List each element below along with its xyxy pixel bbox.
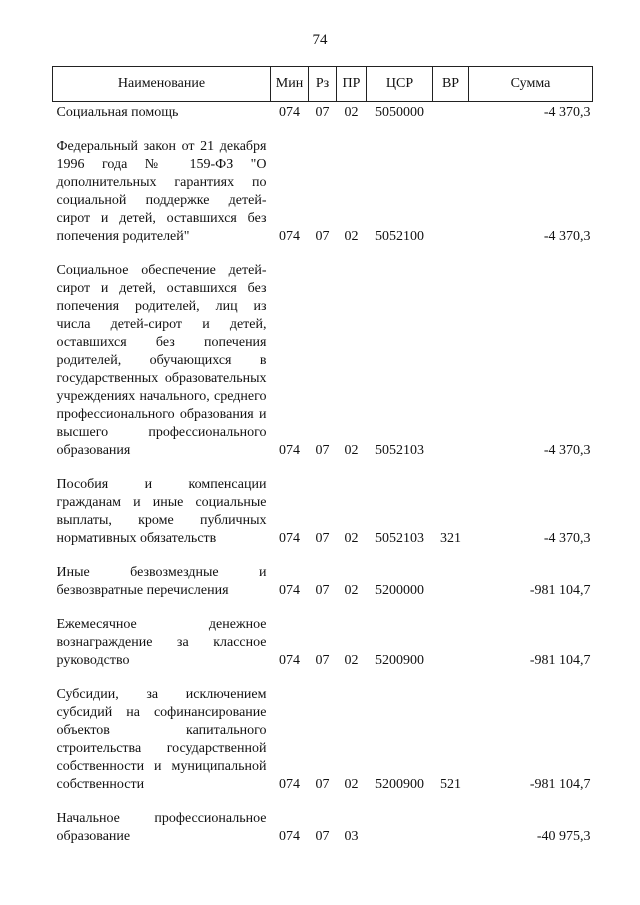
row-csr: 5200900: [375, 777, 424, 792]
row-min: 074: [279, 443, 300, 458]
header-name: Наименование: [53, 67, 271, 102]
row-rz: 07: [315, 829, 330, 844]
row-csr: 5200900: [375, 653, 424, 668]
row-pr: 02: [344, 531, 359, 546]
row-csr: [367, 810, 433, 862]
header-pr: ПР: [337, 67, 367, 102]
row-sum: -4 370,3: [543, 105, 591, 120]
header-sum: Сумма: [469, 67, 593, 102]
header-min: Мин: [271, 67, 309, 102]
row-vr: 521: [440, 777, 461, 792]
row-sum: -4 370,3: [543, 229, 591, 244]
row-vr: [433, 616, 469, 686]
table-row: [53, 810, 593, 862]
table-row: [53, 564, 593, 616]
budget-table: [52, 66, 593, 862]
row-name: Начальное профессиональное образование: [56, 811, 267, 844]
row-rz: 07: [315, 531, 330, 546]
row-pr: 03: [344, 829, 359, 844]
row-rz: 07: [315, 105, 330, 120]
row-vr: 321: [440, 531, 461, 546]
row-pr: 02: [344, 777, 359, 792]
row-min: 074: [279, 777, 300, 792]
row-rz: 07: [315, 229, 330, 244]
row-rz: 07: [315, 443, 330, 458]
row-csr: 5052100: [375, 229, 424, 244]
row-name: Ежемесячное денежное вознаграждение за классное руководство: [56, 617, 267, 668]
row-sum: -4 370,3: [543, 531, 591, 546]
row-vr: [433, 102, 469, 139]
row-name: Иные безвозмездные и безвозвратные перечисления: [56, 565, 267, 598]
row-name: Пособия и компенсации гражданам и иные социальные выплаты, кроме публичных нормативных обязательств: [56, 477, 267, 546]
header-rz: Рз: [309, 67, 337, 102]
row-vr: [433, 262, 469, 476]
row-rz: 07: [315, 583, 330, 598]
row-vr: [433, 810, 469, 862]
header-row: [53, 67, 593, 102]
table-row: [53, 616, 593, 686]
header-csr: ЦСР: [367, 67, 433, 102]
row-sum: -981 104,7: [529, 653, 591, 668]
table-row: [53, 262, 593, 476]
row-vr: [433, 138, 469, 262]
row-pr: 02: [344, 583, 359, 598]
page-number: 74: [312, 32, 328, 48]
row-name: Субсидии, за исключением субсидий на софинансирование объектов капитального строительства государственной собственности и муниципальной собственности: [56, 687, 267, 792]
row-pr: 02: [344, 105, 359, 120]
row-name: Социальная помощь: [56, 105, 179, 120]
row-vr: [433, 564, 469, 616]
row-sum: -981 104,7: [529, 777, 591, 792]
row-min: 074: [279, 653, 300, 668]
table-row: [53, 476, 593, 564]
row-pr: 02: [344, 653, 359, 668]
table-body: [53, 102, 593, 863]
row-sum: -4 370,3: [543, 443, 591, 458]
row-csr: 5200000: [375, 583, 424, 598]
row-name: Федеральный закон от 21 декабря 1996 года № 159-ФЗ "О дополнительных гарантиях по социальной поддержке детей-сирот и детей, оставшихся без попечения родителей": [56, 139, 267, 244]
row-sum: -40 975,3: [536, 829, 591, 844]
table-header: [53, 67, 593, 102]
row-pr: 02: [344, 229, 359, 244]
table-row: [53, 686, 593, 810]
row-min: 074: [279, 583, 300, 598]
row-sum: -981 104,7: [529, 583, 591, 598]
header-vr: ВР: [433, 67, 469, 102]
row-csr: 5052103: [375, 531, 424, 546]
row-min: 074: [279, 829, 300, 844]
row-csr: 5052103: [375, 443, 424, 458]
row-csr: 5050000: [375, 105, 424, 120]
row-rz: 07: [315, 777, 330, 792]
row-pr: 02: [344, 443, 359, 458]
table-row: [53, 138, 593, 262]
row-name: Социальное обеспечение детей-сирот и детей, оставшихся без попечения родителей, лиц из числа детей-сирот и детей, оставшихся без попечения родителей, обучающихся в государственных образовательных учреждениях начального, среднего профессионального образования и высшего профессионального образования: [56, 263, 267, 458]
row-min: 074: [279, 531, 300, 546]
table-row: [53, 102, 593, 139]
row-min: 074: [279, 229, 300, 244]
row-min: 074: [279, 105, 300, 120]
row-rz: 07: [315, 653, 330, 668]
